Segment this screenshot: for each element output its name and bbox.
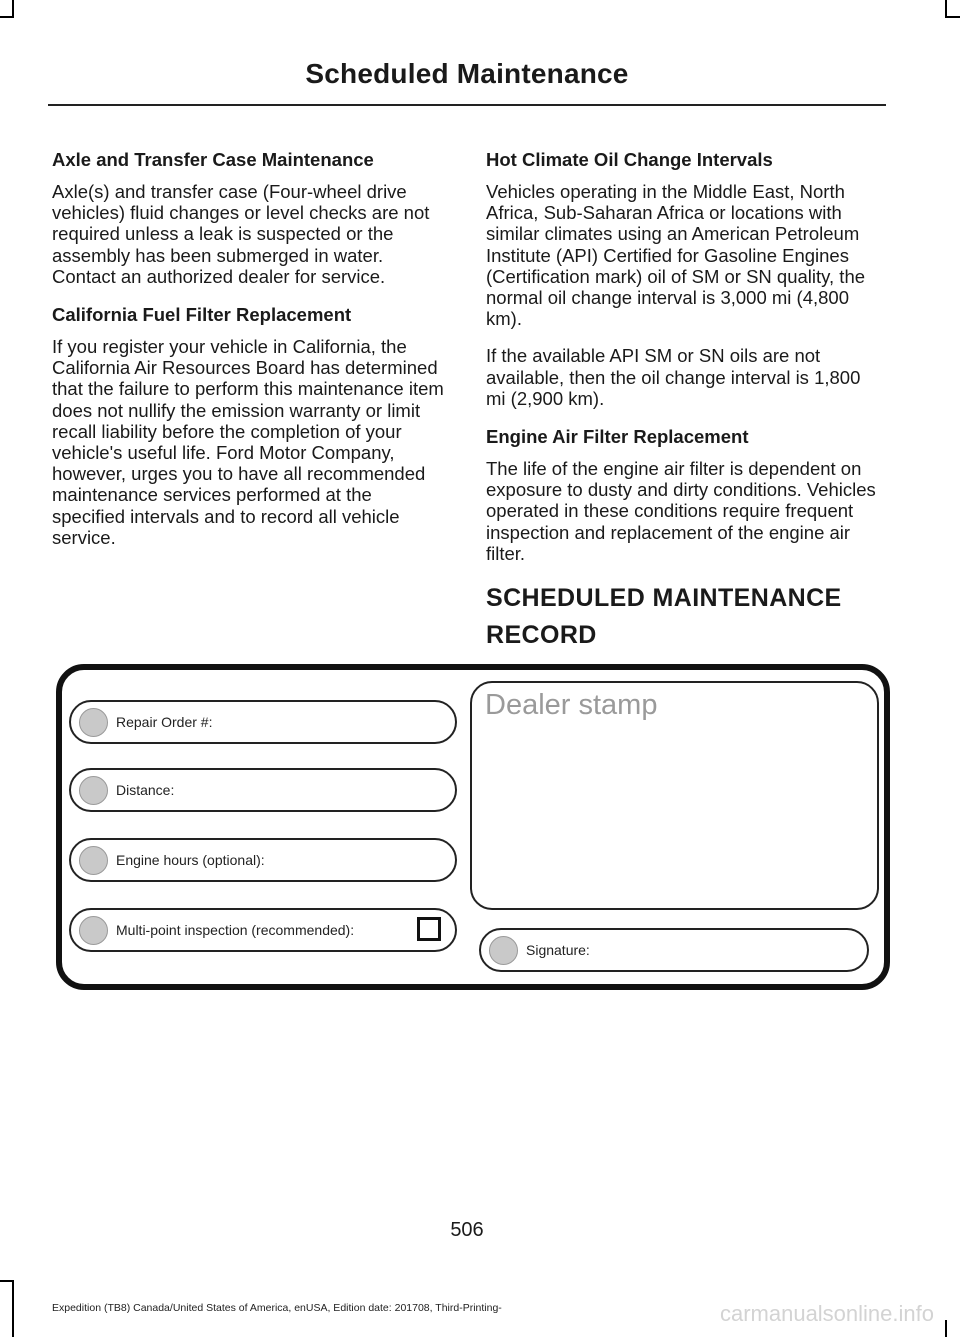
signature-field[interactable] — [479, 928, 869, 972]
distance-label: Distance: — [116, 782, 175, 798]
section-paragraph-air-filter: The life of the engine air filter is dependent on exposure to dusty and dirty conditions. Vehicles operated in these conditions require frequent inspection and replacement of the engine air filter. — [486, 458, 876, 564]
field-bullet-icon — [79, 776, 108, 805]
repair-order-field[interactable] — [69, 700, 457, 744]
repair-order-label: Repair Order #: — [116, 714, 213, 730]
field-bullet-icon — [79, 916, 108, 945]
distance-field[interactable] — [69, 768, 457, 812]
engine-hours-label: Engine hours (optional): — [116, 852, 265, 868]
major-heading-maintenance-record: SCHEDULED MAINTENANCE RECORD — [486, 584, 842, 650]
section-paragraph-hot-climate-2: If the available API SM or SN oils are not available, then the oil change interval is 1,800 mi (2,900 km). — [486, 345, 861, 409]
crop-mark-bottom-right — [945, 1320, 947, 1337]
crop-mark-top-right — [945, 0, 947, 16]
field-bullet-icon — [79, 846, 108, 875]
inspection-label: Multi-point inspection (recommended): — [116, 922, 355, 938]
watermark: carmanualsonline.info — [719, 1301, 934, 1326]
section-paragraph-fuel-filter: If you register your vehicle in California, the California Air Resources Board has determined that the failure to perform this maintenance item does not nullify the emission warranty or limit recall liability before the completion of your vehicle's useful life. Ford Motor Company, however, urges you to have all recommended maintenance services performed at the specified intervals and to record all vehicle service. — [52, 336, 444, 548]
right-column — [486, 148, 882, 654]
crop-mark-top-left — [12, 0, 14, 16]
section-heading-air-filter: Engine Air Filter Replacement — [486, 426, 749, 448]
section-heading-axle: Axle and Transfer Case Maintenance — [52, 149, 374, 170]
section-paragraph-axle: Axle(s) and transfer case (Four-wheel drive vehicles) fluid changes or level checks are not required unless a leak is suspected or the assembly has been submerged in water. Contact an authorized dealer for service. — [52, 181, 430, 287]
crop-mark-top-right-h — [945, 16, 960, 18]
inspection-field — [69, 908, 457, 952]
crop-mark-bottom-left-h — [0, 1280, 14, 1282]
crop-mark-top-left-h — [0, 16, 14, 18]
field-bullet-icon — [79, 708, 108, 737]
field-bullet-icon — [489, 936, 518, 965]
section-paragraph-hot-climate-1: Vehicles operating in the Middle East, North Africa, Sub-Saharan Africa or locations with similar climates using an American Petroleum Institute (API) Certified for Gasoline Engines (Certification mark) oil of SM or SN quality, the normal oil change interval is 3,000 mi (4,800 km). — [486, 181, 866, 330]
dealer-stamp-label: Dealer stamp — [485, 689, 658, 721]
page-title: Scheduled Maintenance — [305, 58, 629, 89]
signature-label: Signature: — [526, 942, 590, 958]
section-heading-fuel-filter: California Fuel Filter Replacement — [52, 304, 352, 326]
inspection-checkbox[interactable] — [417, 917, 441, 941]
footer-edition: Expedition (TB8) Canada/United States of America, enUSA, Edition date: 201708, Third-Printing- — [52, 1302, 502, 1314]
left-column — [52, 148, 448, 564]
section-heading-hot-climate: Hot Climate Oil Change Intervals — [486, 149, 773, 170]
dealer-stamp-area — [470, 681, 879, 910]
page-number: 506 — [450, 1219, 484, 1241]
engine-hours-field[interactable] — [69, 838, 457, 882]
crop-mark-bottom-left — [12, 1280, 14, 1337]
header-rule — [48, 104, 886, 106]
